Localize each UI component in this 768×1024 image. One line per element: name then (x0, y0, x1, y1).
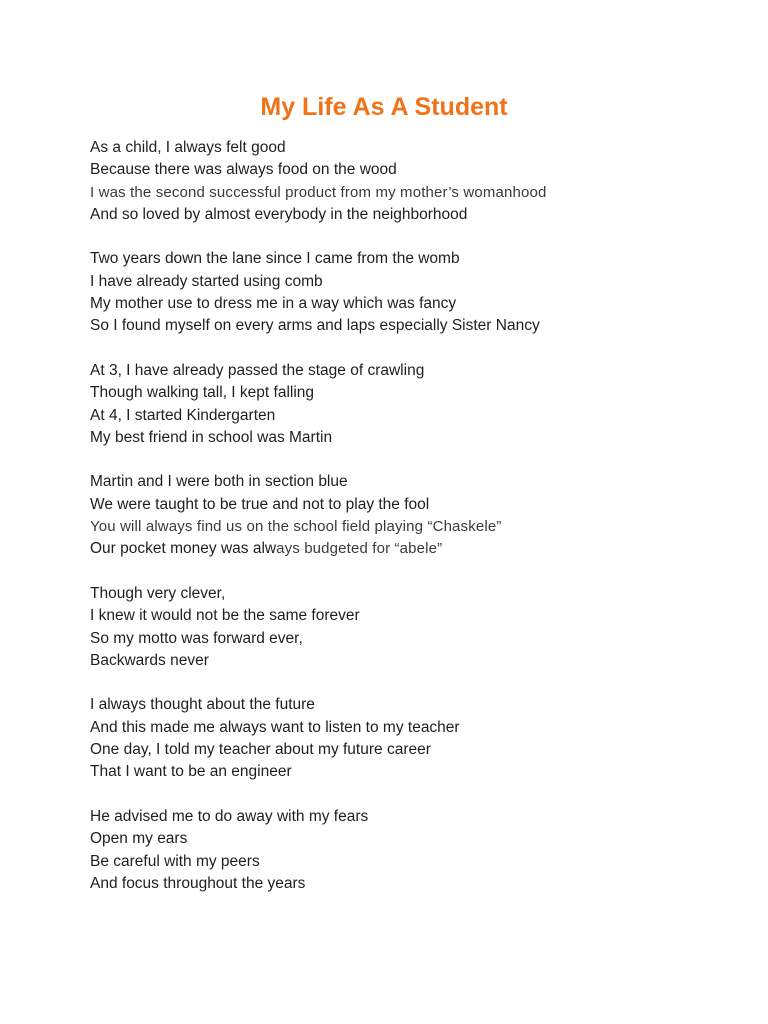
poem-line: That I want to be an engineer (90, 763, 292, 781)
poem-line: He advised me to do away with my fears (90, 807, 369, 825)
poem-line: Backwards never (90, 651, 209, 669)
poem-body (90, 137, 730, 917)
poem-line-mixed (90, 538, 730, 560)
poem-line: As a child, I always felt good (90, 139, 286, 156)
poem-line: At 4, I started Kindergarten (90, 406, 276, 424)
stanza-2 (90, 248, 730, 337)
poem-line: I was the second successful product from my mother’s womanhood (90, 183, 547, 201)
stanza-6 (90, 694, 730, 783)
stanza-1 (90, 137, 730, 226)
stanza-5 (90, 583, 730, 672)
poem-line: Be careful with my peers (90, 852, 260, 870)
poem-line: Martin and I were both in section blue (90, 473, 348, 491)
poem-line: You will always find us on the school field playing “Chaskele” (90, 518, 502, 536)
poem-line: At 3, I have already passed the stage of crawling (90, 361, 425, 379)
poem-line: And this made me always want to listen to my teacher (90, 718, 460, 736)
poem-line: I knew it would not be the same forever (90, 607, 360, 625)
poem-line: And focus throughout the years (90, 874, 306, 892)
poem-line: So I found myself on every arms and laps especially Sister Nancy (90, 317, 540, 335)
poem-title: My Life As A Student (260, 93, 508, 121)
stanza-7 (90, 806, 730, 895)
stanza-4 (90, 471, 730, 560)
poem-line: I always thought about the future (90, 696, 315, 714)
poem-line: I have already started using comb (90, 272, 323, 290)
poem-line: One day, I told my teacher about my future career (90, 741, 431, 759)
poem-line: My mother use to dress me in a way which was fancy (90, 295, 457, 313)
stanza-3 (90, 360, 730, 449)
poem-line: And so loved by almost everybody in the neighborhood (90, 205, 468, 223)
poem-line-segment: Our pocket money was alw (90, 540, 277, 558)
poem-line: My best friend in school was Martin (90, 428, 333, 446)
poem-line: We were taught to be true and not to play the fool (90, 495, 430, 513)
poem-line: So my motto was forward ever, (90, 629, 303, 647)
poem-line: Two years down the lane since I came from the womb (90, 250, 460, 268)
poem-line: Open my ears (90, 830, 188, 848)
poem-line: Though walking tall, I kept falling (90, 384, 315, 402)
poem-line-segment: ays budgeted for “abele” (276, 540, 443, 558)
poem-line: Though very clever, (90, 584, 226, 602)
poem-line: Because there was always food on the wood (90, 161, 397, 179)
